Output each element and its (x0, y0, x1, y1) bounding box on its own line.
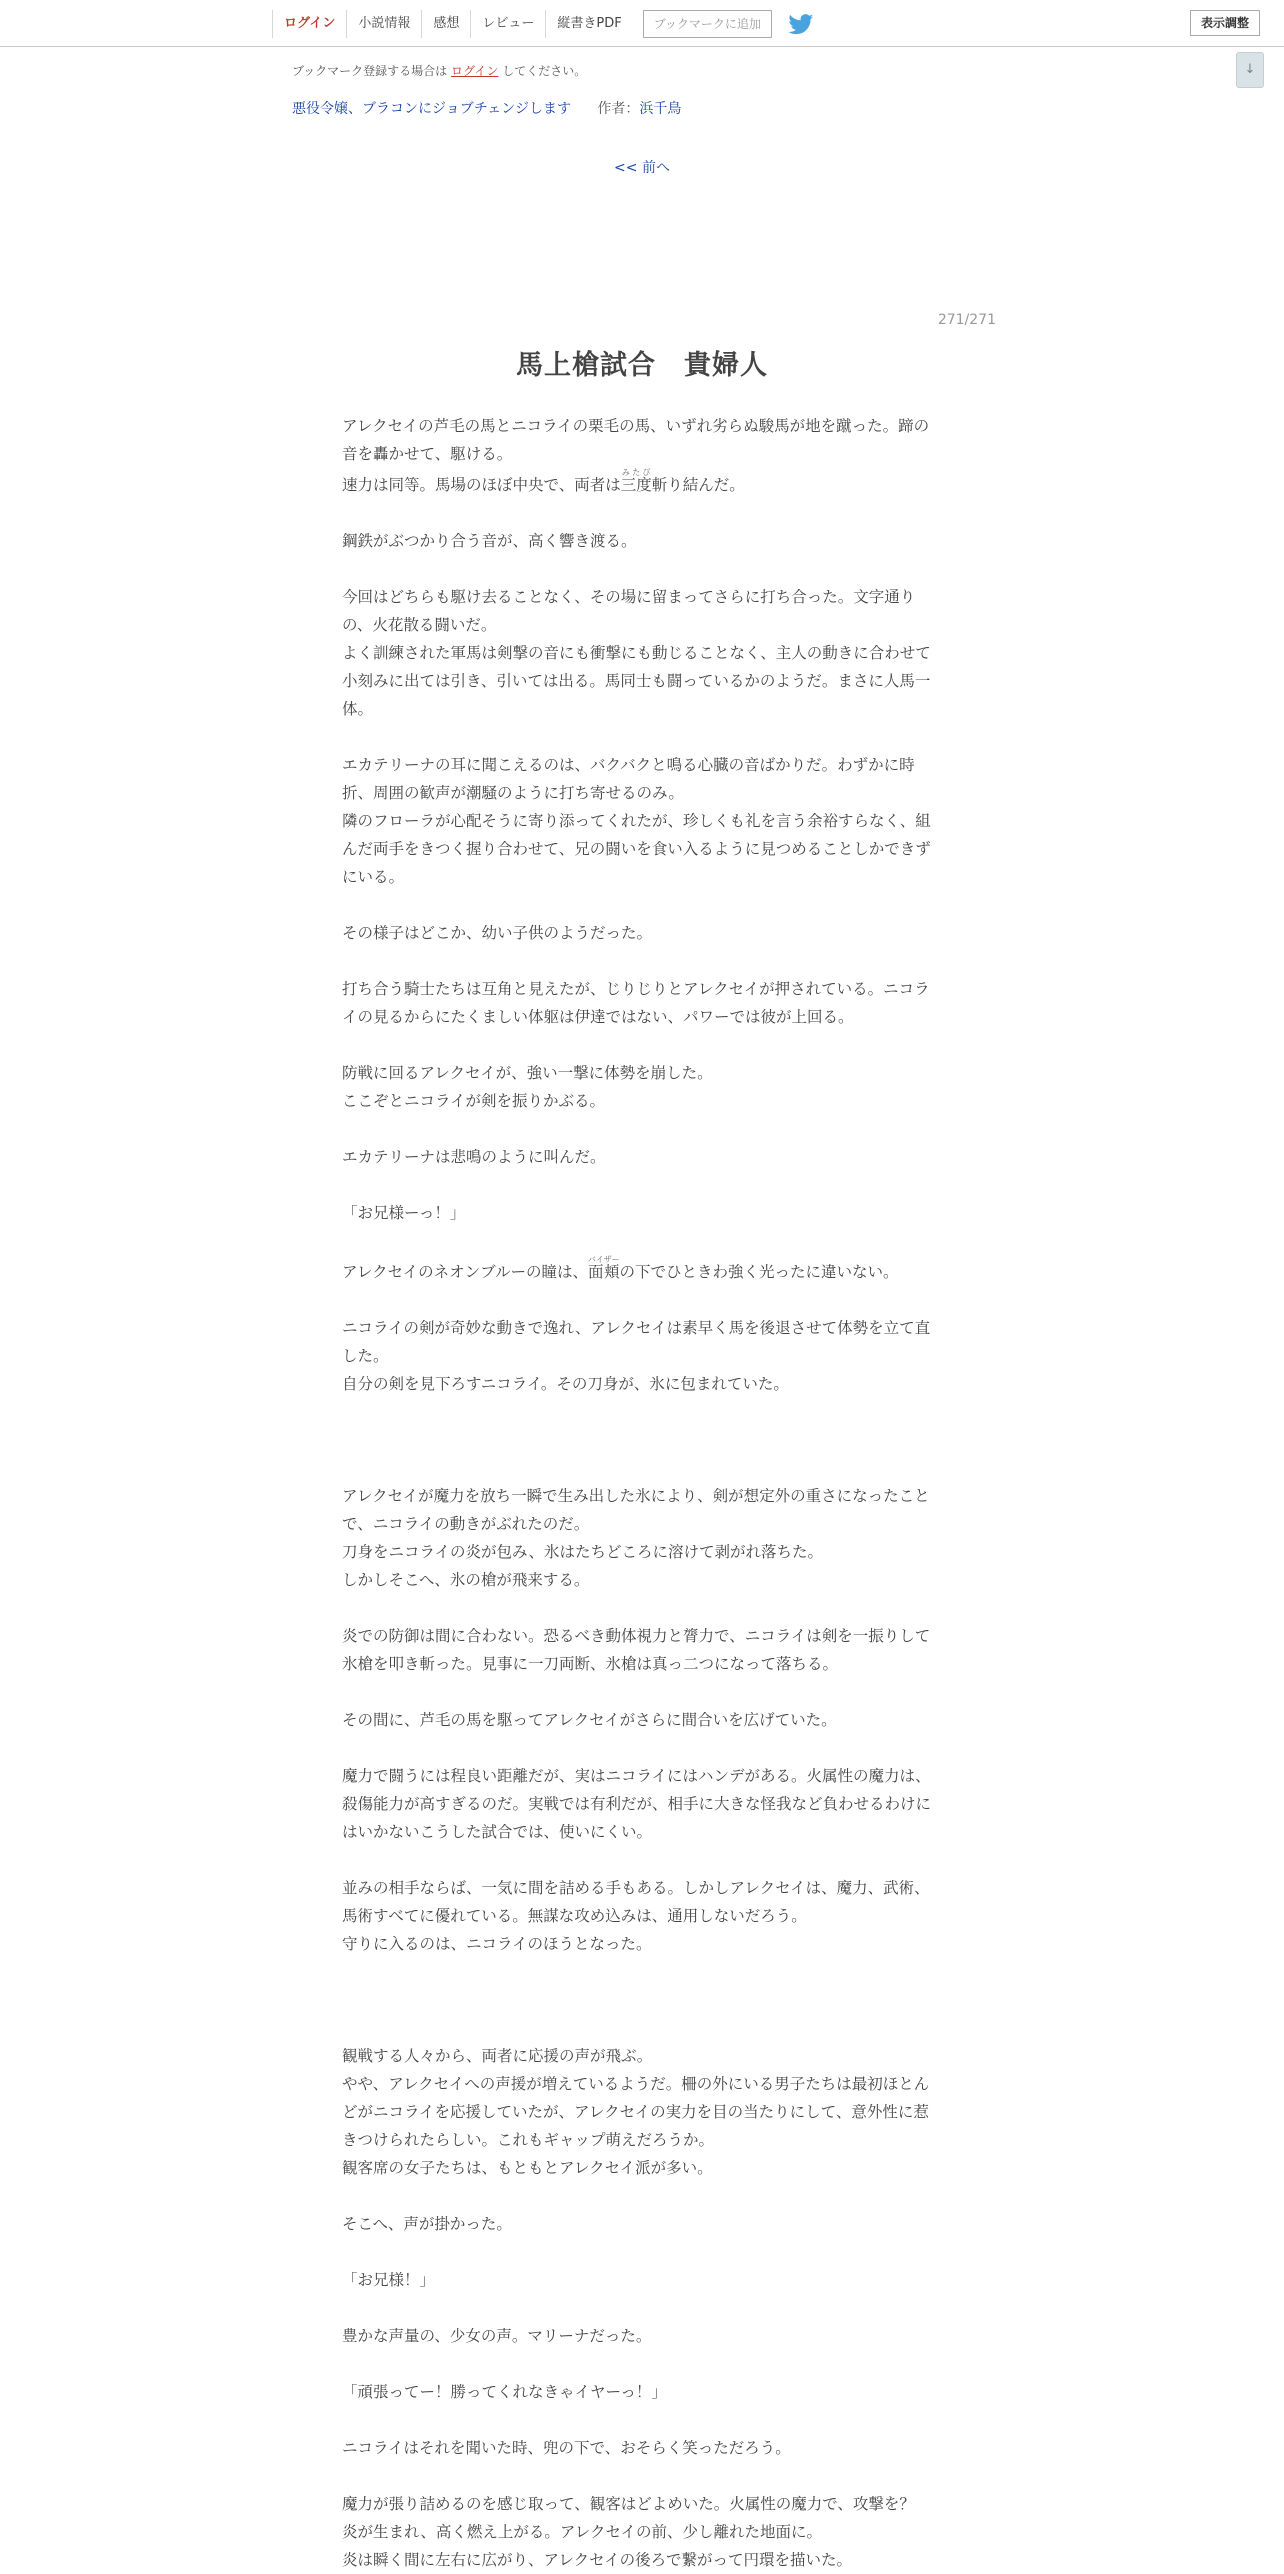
blank-line (342, 1986, 942, 2014)
paragraph: ここぞとニコライが剣を振りかぶる。 (342, 1092, 606, 1110)
blank-line (342, 947, 942, 975)
novel-info-link[interactable]: 小説情報 (346, 10, 421, 38)
blank-line (342, 1454, 942, 1482)
blank-line (342, 1398, 942, 1426)
blank-line (342, 1958, 942, 1986)
paragraph: 自分の剣を見下ろすニコライ。その刀身が、氷に包まれていた。 (342, 1375, 789, 1393)
blank-line (342, 555, 942, 583)
chapter-title: 馬上槍試合 貴婦人 (516, 350, 768, 381)
review-link[interactable]: レビュー (470, 10, 545, 38)
paragraph: 観客席の女子たちは、もともとアレクセイ派が多い。 (342, 2159, 713, 2177)
blank-line (342, 2294, 942, 2322)
paragraph: 打ち合う騎士たちは互角と見えたが、じりじりとアレクセイが押されている。ニコライの見るからにたくましい体躯は伊達ではない、パワーでは彼が上回る。 (342, 980, 930, 1026)
blank-line (342, 1171, 942, 1199)
paragraph: やや、アレクセイへの声援が増えているようだ。柵の外にいる男子たちは最初ほとんどがニコライを応援していたが、アレクセイの実力を目の当たりにして、意外性に惹きつけられたらしい。これもギャップ萌えだろうか。 (342, 2075, 930, 2149)
paragraph: その様子はどこか、幼い子供のようだった。 (342, 924, 653, 942)
novel-info-line (292, 98, 681, 118)
paragraph: 「お兄様！」 (342, 2271, 436, 2289)
author-link[interactable]: 浜千鳥 (639, 101, 682, 117)
main-nav (272, 10, 814, 38)
paragraph: アレクセイが魔力を放ち一瞬で生み出した氷により、剣が想定外の重さになったことで、ニコライの動きがぶれたのだ。 (342, 1487, 930, 1533)
paragraph: 「頑張ってー！勝ってくれなきゃイヤーっ！」 (342, 2383, 667, 2401)
blank-line (342, 1286, 942, 1314)
paragraph: 速力は同等。馬場のほぼ中央で、両者は三度みたび斬り結んだ。 (342, 468, 745, 494)
paragraph: しかしそこへ、氷の槍が飛来する。 (342, 1571, 590, 1589)
paragraph: 並みの相手ならば、一気に間を詰める手もある。しかしアレクセイは、魔力、武術、馬術すべてに優れている。無謀な攻め込みは、通用しないだろう。 (342, 1879, 930, 1925)
paragraph: 鋼鉄がぶつかり合う音が、高く響き渡る。 (342, 532, 637, 550)
notice-suffix: してください。 (502, 64, 587, 78)
display-settings-button[interactable]: 表示調整 (1190, 10, 1260, 36)
blank-line (342, 1426, 942, 1454)
blank-line (342, 1594, 942, 1622)
page-count: 271/271 (937, 312, 996, 328)
prev-page-link[interactable]: << 前へ (614, 160, 670, 176)
blank-line (342, 1115, 942, 1143)
paragraph: 炎が生まれ、高く燃え上がる。アレクセイの前、少し離れた地面に。 (342, 2523, 823, 2541)
paragraph: 魔力が張り詰めるのを感じ取って、観客はどよめいた。火属性の魔力で、攻撃を？ (342, 2495, 915, 2513)
paragraph: 魔力で闘うには程良い距離だが、実はニコライにはハンデがある。火属性の魔力は、殺傷能力が高すぎるのだ。実戦では有利だが、相手に大きな怪我など負わせるわけにはいかないこうした試合では、使いにくい。 (342, 1767, 932, 1841)
blank-line (342, 499, 942, 527)
paragraph: 刀身をニコライの炎が包み、氷はたちどころに溶けて剥がれ落ちた。 (342, 1543, 823, 1561)
blank-line (342, 1227, 942, 1255)
paragraph: アレクセイの芦毛の馬とニコライの栗毛の馬、いずれ劣らぬ駿馬が地を蹴った。蹄の音を轟かせて、駆ける。 (342, 417, 930, 463)
blank-line (342, 891, 942, 919)
prev-page-area (0, 157, 1284, 177)
paragraph: 今回はどちらも駆け去ることなく、その場に留まってさらに打ち合った。文字通りの、火花散る闘いだ。 (342, 588, 916, 634)
paragraph: そこへ、声が掛かった。 (342, 2215, 512, 2233)
blank-line (342, 1031, 942, 1059)
paragraph: アレクセイのネオンブルーの瞳は、面頬バイザーの下でひときわ強く光ったに違いない。 (342, 1255, 899, 1281)
blank-line (342, 1678, 942, 1706)
ruby-annotation: 面頬バイザー (587, 1255, 620, 1281)
blank-line (342, 723, 942, 751)
paragraph: 「お兄様ーっ！」 (342, 1204, 466, 1222)
paragraph: よく訓練された軍馬は剣撃の音にも衝撃にも動じることなく、主人の動きに合わせて小刻みに出ては引き、引いては出る。馬同士も闘っているかのようだ。まさに人馬一体。 (342, 644, 931, 718)
blank-line (342, 2182, 942, 2210)
ruby-annotation: 三度みたび (620, 468, 652, 494)
paragraph: 隣のフローラが心配そうに寄り添ってくれたが、珍しくも礼を言う余裕すらなく、組んだ両手をきつく握り合わせて、兄の闘いを食い入るように見つめることしかできずにいる。 (342, 812, 931, 886)
paragraph: 防戦に回るアレクセイが、強い一撃に体勢を崩した。 (342, 1064, 713, 1082)
blank-line (342, 1734, 942, 1762)
login-link[interactable]: ログイン (272, 10, 346, 38)
top-navigation-bar (0, 0, 1284, 47)
paragraph: 守りに入るのは、ニコライのほうとなった。 (342, 1935, 652, 1953)
blank-line (342, 2238, 942, 2266)
blank-line (342, 2406, 942, 2434)
bookmark-login-notice (292, 62, 586, 79)
vertical-pdf-link[interactable]: 縦書きPDF (545, 10, 632, 38)
scroll-down-button[interactable]: ↓ (1236, 52, 1264, 88)
paragraph: 炎での防御は間に合わない。恐るべき動体視力と膂力で、ニコライは剣を一振りして氷槍を叩き斬った。見事に一刀両断、氷槍は真っ二つになって落ちる。 (342, 1627, 931, 1673)
novel-title-link[interactable]: 悪役令嬢、ブラコンにジョブチェンジします (292, 101, 571, 117)
blank-line (342, 2462, 942, 2490)
impressions-link[interactable]: 感想 (421, 10, 470, 38)
author-label: 作者： (597, 101, 640, 117)
add-bookmark-button[interactable]: ブックマークに追加 (643, 10, 772, 38)
notice-prefix: ブックマーク登録する場合は (292, 64, 448, 78)
blank-line (342, 1846, 942, 1874)
paragraph: 観戦する人々から、両者に応援の声が飛ぶ。 (342, 2047, 653, 2065)
paragraph: 豊かな声量の、少女の声。マリーナだった。 (342, 2327, 652, 2345)
notice-login-link[interactable]: ログイン (451, 64, 499, 78)
paragraph: ニコライの剣が奇妙な動きで逸れ、アレクセイは素早く馬を後退させて体勢を立て直した。 (342, 1319, 931, 1365)
paragraph: エカテリーナの耳に聞こえるのは、バクバクと鳴る心臓の音ばかりだ。わずかに時折、周囲の歓声が潮騒のように打ち寄せるのみ。 (342, 756, 915, 802)
blank-line (342, 2350, 942, 2378)
paragraph: その間に、芦毛の馬を駆ってアレクセイがさらに間合いを広げていた。 (342, 1711, 837, 1729)
twitter-icon[interactable] (788, 13, 814, 35)
blank-line (342, 2014, 942, 2042)
chapter-body (342, 412, 942, 2574)
paragraph: 炎は瞬く間に左右に広がり、アレクセイの後ろで繋がって円環を描いた。 (342, 2551, 852, 2569)
paragraph: ニコライはそれを聞いた時、兜の下で、おそらく笑っただろう。 (342, 2439, 791, 2457)
paragraph: エカテリーナは悲鳴のように叫んだ。 (342, 1148, 606, 1166)
